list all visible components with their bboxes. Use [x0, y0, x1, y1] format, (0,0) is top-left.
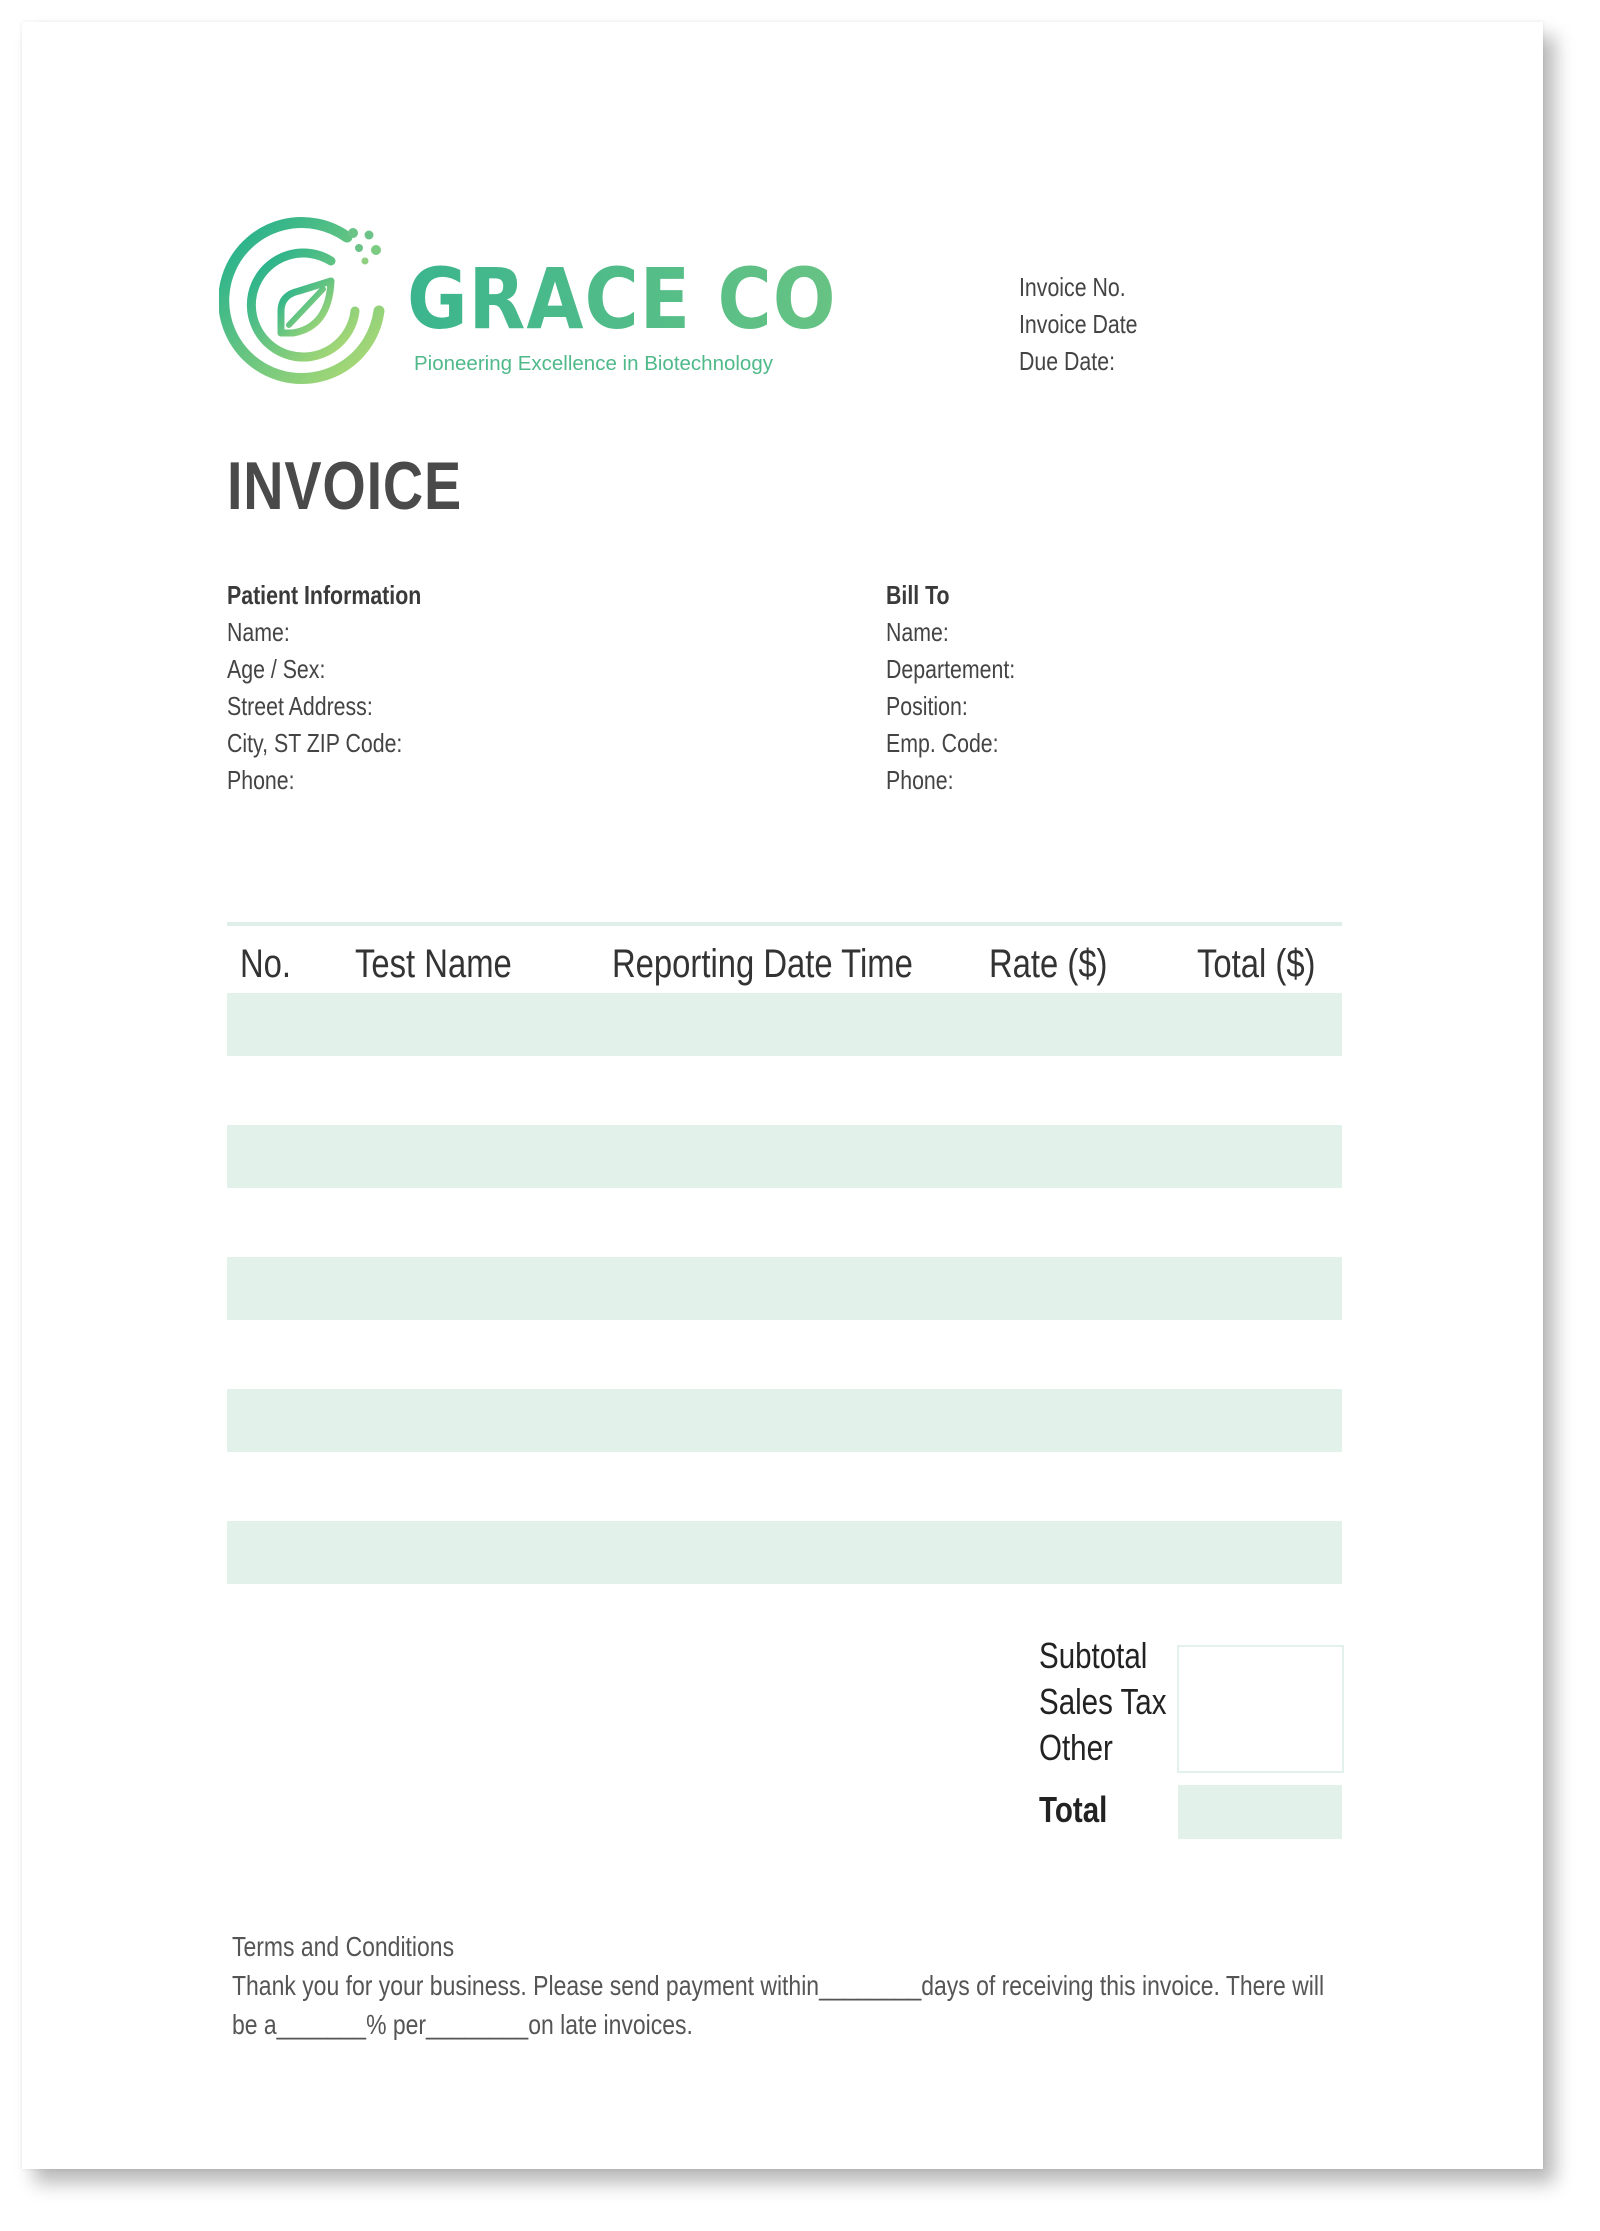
bill-to-heading: Bill To: [886, 580, 950, 610]
patient-phone-label: Phone:: [227, 765, 295, 795]
table-row: [227, 1059, 1342, 1122]
bill-to-section: [886, 577, 1044, 799]
table-row: [227, 1323, 1342, 1386]
patient-information-section: [227, 577, 464, 799]
subtotal-label: Subtotal: [1039, 1635, 1148, 1676]
column-header-test-name: Test Name: [355, 942, 512, 986]
table-row: [227, 1191, 1342, 1254]
due-date-label: Due Date:: [1019, 346, 1116, 376]
page-title: INVOICE: [227, 448, 463, 524]
bill-to-position-label: Position:: [886, 691, 968, 721]
table-row: [227, 1389, 1342, 1452]
bill-to-emp-code-label: Emp. Code:: [886, 728, 999, 758]
sales-tax-label: Sales Tax: [1039, 1681, 1167, 1722]
invoice-page: [22, 22, 1543, 2169]
patient-information-heading: Patient Information: [227, 580, 422, 610]
patient-age-sex-label: Age / Sex:: [227, 654, 326, 684]
other-label: Other: [1039, 1727, 1113, 1768]
bill-to-department-label: Departement:: [886, 654, 1016, 684]
terms-heading: Terms and Conditions: [232, 1931, 455, 1962]
patient-name-label: Name:: [227, 617, 290, 647]
terms-body: Thank you for your business. Please send payment within________days of receiving this invoice. There will be a_______% per________on late invoices.: [232, 1970, 1325, 2040]
column-header-total: Total ($): [1197, 942, 1316, 986]
patient-street-address-label: Street Address:: [227, 691, 373, 721]
company-name: GRACE CO: [407, 250, 837, 348]
column-header-rate: Rate ($): [989, 942, 1108, 986]
table-row: [227, 1455, 1342, 1518]
total-label: Total: [1039, 1789, 1108, 1830]
bill-to-name-label: Name:: [886, 617, 949, 647]
total-value-box[interactable]: [1178, 1785, 1342, 1839]
table-row: [227, 1521, 1342, 1584]
terms-and-conditions: [232, 1927, 1339, 2044]
patient-city-zip-label: City, ST ZIP Code:: [227, 728, 403, 758]
invoice-date-label: Invoice Date: [1019, 309, 1138, 339]
table-row: [227, 1125, 1342, 1188]
subtotal-tax-other-value-box[interactable]: [1177, 1645, 1344, 1773]
table-top-divider: [227, 922, 1342, 926]
column-header-no: No.: [240, 942, 292, 986]
invoice-number-label: Invoice No.: [1019, 272, 1126, 302]
table-row: [227, 1257, 1342, 1320]
bill-to-phone-label: Phone:: [886, 765, 954, 795]
table-row: [227, 993, 1342, 1056]
company-tagline: Pioneering Excellence in Biotechnology: [414, 352, 773, 375]
biotech-circle-logo-icon: [219, 215, 389, 385]
column-header-reporting-date-time: Reporting Date Time: [612, 942, 913, 986]
